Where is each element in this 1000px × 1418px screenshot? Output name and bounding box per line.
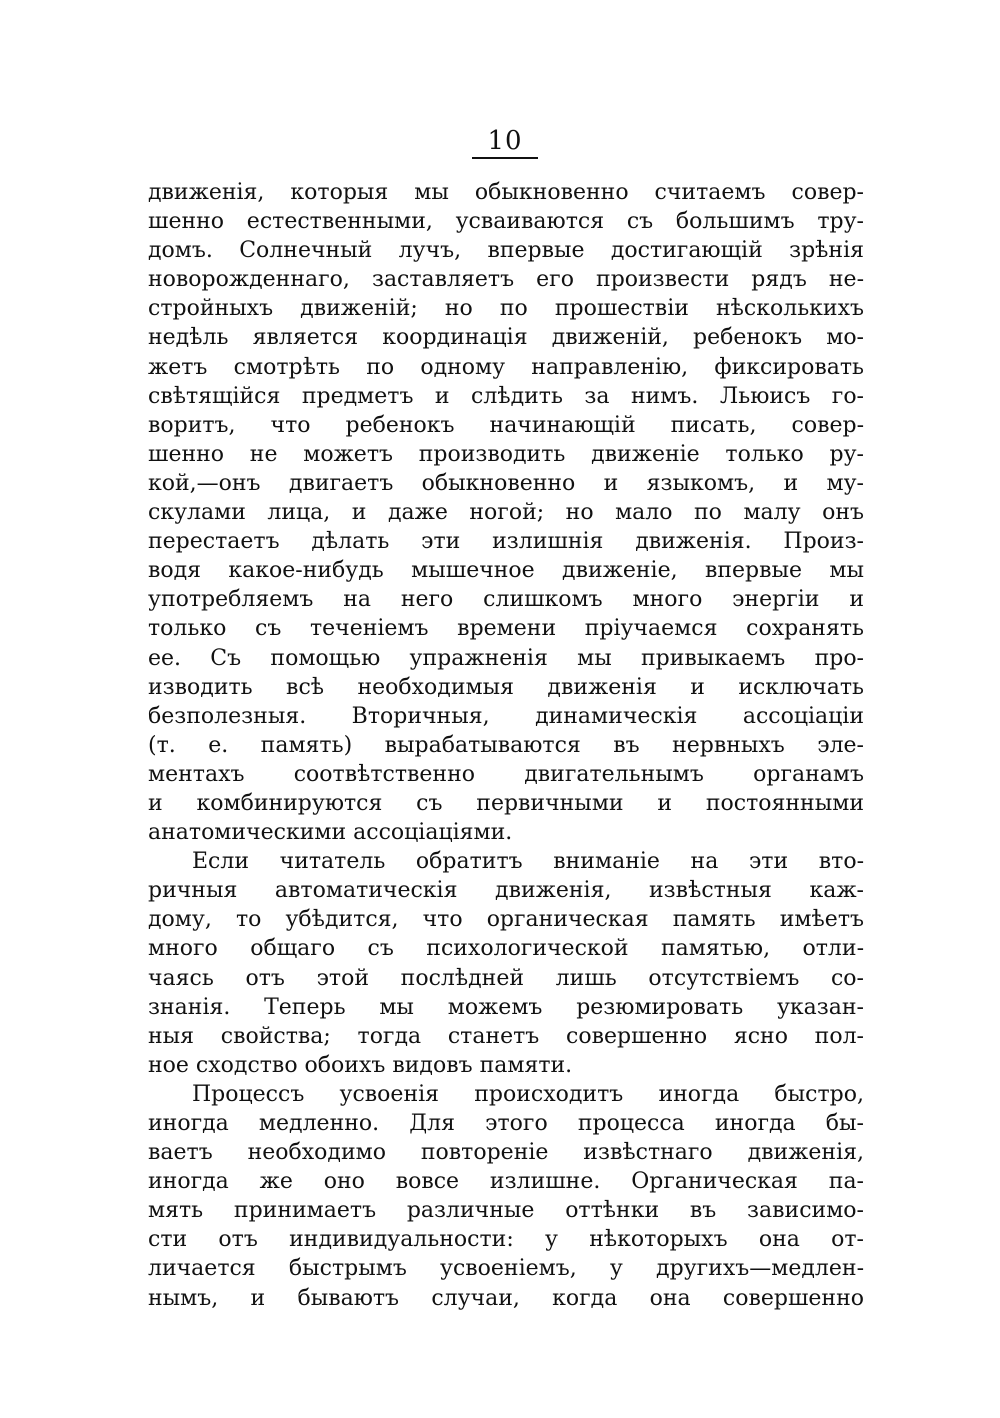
text-line: ваетъ необходимо повтореніе извѣстнаго движенія,	[148, 1140, 864, 1166]
text-line: безполезныя. Вторичныя, динамическія ассоціаціи	[148, 703, 864, 729]
page-number: 10	[487, 126, 523, 156]
body-text	[148, 178, 864, 1313]
text-line: изводить всѣ необходимыя движенія и исключать	[148, 674, 864, 700]
text-line: шенно не можетъ производить движеніе только ру-	[148, 441, 864, 467]
text-line: жетъ смотрѣть по одному направленію, фиксировать	[148, 354, 864, 380]
text-line: движенія, которыя мы обыкновенно считаемъ совер-	[148, 180, 864, 205]
text-line: только съ теченіемъ времени пріучаемся сохранять	[148, 616, 864, 642]
paragraph-end-line: анатомическими ассоціаціями.	[148, 820, 513, 846]
text-line: стройныхъ движеній; но по прошествіи нѣсколькихъ	[148, 296, 864, 322]
text-line: кой,—онъ двигаетъ обыкновенно и языкомъ, и му-	[148, 470, 864, 496]
text-line: недѣль является координація движеній, ребенокъ мо-	[148, 325, 864, 351]
text-line: личается быстрымъ усвоеніемъ, у другихъ—медлен-	[148, 1256, 864, 1282]
text-line: свѣтящійся предметъ и слѣдить за нимъ. Льюисъ го-	[148, 383, 864, 409]
paragraph-end-line: ное сходство обоихъ видовъ памяти.	[148, 1052, 573, 1078]
text-line: мять принимаетъ различные оттѣнки въ зависимо-	[148, 1198, 864, 1224]
text-line: чаясь отъ этой послѣдней лишь отсутствіемъ со-	[148, 965, 864, 991]
paragraph-start-line: Процессъ усвоенія происходитъ иногда быстро,	[192, 1081, 864, 1107]
text-line: (т. е. память) вырабатываются въ нервныхъ эле-	[148, 732, 864, 758]
text-line: знанія. Теперь мы можемъ резюмировать указан-	[148, 994, 864, 1020]
text-line: нымъ, и бываютъ случаи, когда она совершенно	[148, 1285, 864, 1311]
text-line: ее. Съ помощью упражненія мы привыкаемъ про-	[148, 645, 864, 671]
text-line: ныя свойства; тогда станетъ совершенно ясно пол-	[148, 1023, 864, 1049]
text-line: иногда медленно. Для этого процесса иногда бы-	[148, 1111, 864, 1136]
text-line: новорожденнаго, заставляетъ его произвести рядъ не-	[148, 267, 864, 293]
text-line: шенно естественными, усваиваются съ большимъ тру-	[148, 209, 864, 235]
text-line: ментахъ соотвѣтственно двигательнымъ органамъ	[148, 761, 864, 787]
page-number-underline	[472, 157, 538, 159]
text-line: дому, то убѣдится, что органическая память имѣетъ	[148, 907, 864, 933]
text-line: воритъ, что ребенокъ начинающій писать, совер-	[148, 412, 864, 438]
text-line: и комбинируются съ первичными и постоянными	[148, 790, 864, 816]
paragraph-start-line: Если читатель обратитъ вниманіе на эти вто-	[192, 849, 864, 875]
text-line: домъ. Солнечный лучъ, впервые достигающій зрѣнія	[148, 238, 864, 264]
text-line: ричныя автоматическія движенія, извѣстныя каж-	[148, 878, 864, 904]
text-line: водя какое-нибудь мышечное движеніе, впервые мы	[148, 558, 864, 584]
text-line: много общаго съ психологической памятью, отли-	[148, 936, 864, 962]
text-line: иногда же оно вовсе излишне. Органическая па-	[148, 1169, 864, 1195]
text-line: употребляемъ на него слишкомъ много энергіи и	[148, 587, 864, 613]
text-line: перестаетъ дѣлать эти излишнія движенія. Произ-	[148, 529, 864, 555]
text-line: скулами лица, и даже ногой; но мало по малу онъ	[148, 500, 864, 526]
text-line: сти отъ индивидуальности: у нѣкоторыхъ она от-	[148, 1227, 864, 1253]
